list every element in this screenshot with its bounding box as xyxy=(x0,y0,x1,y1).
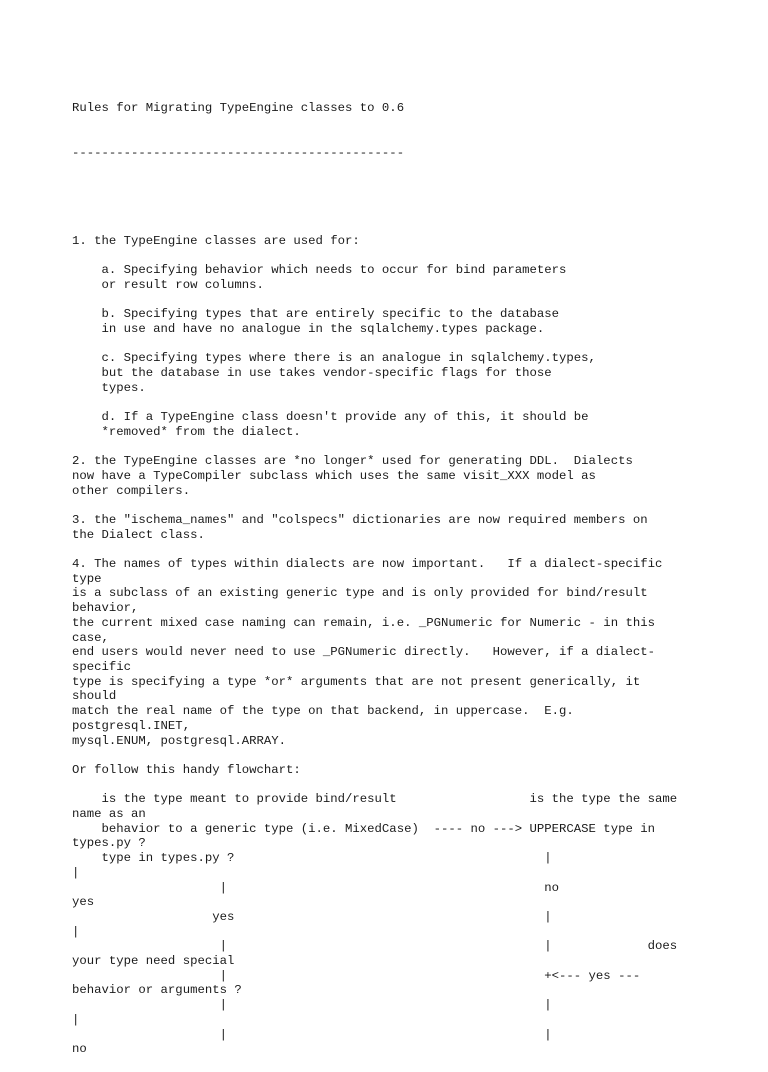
text-line: types.py ? xyxy=(72,836,146,851)
text-line: a. Specifying behavior which needs to occur for bind parameters xyxy=(72,263,567,278)
text-line: | | xyxy=(72,1027,552,1042)
document-body xyxy=(72,72,752,1072)
text-line: 2. the TypeEngine classes are *no longer* used for generating DDL. Dialects xyxy=(72,454,633,469)
text-line: the Dialect class. xyxy=(72,527,205,542)
text-line: behavior, xyxy=(72,601,139,616)
text-line: 3. the "ischema_names" and "colspecs" dictionaries are now required members on xyxy=(72,512,648,527)
text-line: | xyxy=(72,865,80,880)
text-line: now have a TypeCompiler subclass which uses the same visit_XXX model as xyxy=(72,468,596,483)
blank-line xyxy=(72,293,752,308)
spacer xyxy=(72,190,752,205)
text-line: | | does xyxy=(72,939,678,954)
text-line: your type need special xyxy=(72,954,235,969)
blank-line xyxy=(72,337,752,352)
text-line: types. xyxy=(72,380,146,395)
text-line: | xyxy=(72,924,80,939)
blank-line xyxy=(72,248,752,263)
text-line: yes | xyxy=(72,909,552,924)
blank-line xyxy=(72,498,752,513)
text-line: type xyxy=(72,571,102,586)
text-line: behavior or arguments ? xyxy=(72,983,242,998)
text-line: the current mixed case naming can remain, i.e. _PGNumeric for Numeric - in this xyxy=(72,615,655,630)
text-line: | no xyxy=(72,880,560,895)
text-line: b. Specifying types that are entirely specific to the database xyxy=(72,307,560,322)
text-line: | | xyxy=(72,998,552,1013)
title-underline: --------------------------------------------- xyxy=(72,145,405,160)
text-line: type in types.py ? | xyxy=(72,851,552,866)
text-line: *removed* from the dialect. xyxy=(72,424,301,439)
text-line: case, xyxy=(72,630,109,645)
document-text xyxy=(72,234,752,1057)
text-line: specific xyxy=(72,660,132,674)
text-line: Or follow this handy flowchart: xyxy=(72,762,301,777)
blank-line xyxy=(72,748,752,763)
text-line: mysql.ENUM, postgresql.ARRAY. xyxy=(72,733,287,748)
text-line: c. Specifying types where there is an analogue in sqlalchemy.types, xyxy=(72,351,596,366)
text-line: postgresql.INET, xyxy=(72,718,191,733)
document-title: Rules for Migrating TypeEngine classes to 0.6 xyxy=(72,101,405,116)
text-line: but the database in use takes vendor-specific flags for those xyxy=(72,366,552,380)
blank-line xyxy=(72,440,752,455)
text-line: 1. the TypeEngine classes are used for: xyxy=(72,233,360,248)
text-line: in use and have no analogue in the sqlalchemy.types package. xyxy=(72,321,545,336)
text-line: | +<--- yes --- xyxy=(72,968,641,983)
text-line: | xyxy=(72,1012,80,1027)
text-line: is the type meant to provide bind/result is the type the same xyxy=(72,792,678,807)
text-line: or result row columns. xyxy=(72,277,264,292)
text-line: end users would never need to use _PGNumeric directly. However, if a dialect- xyxy=(72,645,655,660)
text-line: should xyxy=(72,689,117,704)
text-line: yes xyxy=(72,895,95,910)
blank-line xyxy=(72,778,752,793)
text-line: behavior to a generic type (i.e. MixedCase) ---- no ---> UPPERCASE type in xyxy=(72,821,655,836)
blank-line xyxy=(72,395,752,410)
text-line: other compilers. xyxy=(72,483,191,498)
text-line: type is specifying a type *or* arguments that are not present generically, it xyxy=(72,674,641,689)
text-line: 4. The names of types within dialects are now important. If a dialect-specific xyxy=(72,557,663,572)
text-line: name as an xyxy=(72,807,146,821)
blank-line xyxy=(72,542,752,557)
text-line: match the real name of the type on that backend, in uppercase. E.g. xyxy=(72,704,574,719)
text-line: d. If a TypeEngine class doesn't provide any of this, it should be xyxy=(72,410,589,425)
text-line: no xyxy=(72,1042,87,1057)
text-line: is a subclass of an existing generic type and is only provided for bind/result xyxy=(72,586,648,601)
